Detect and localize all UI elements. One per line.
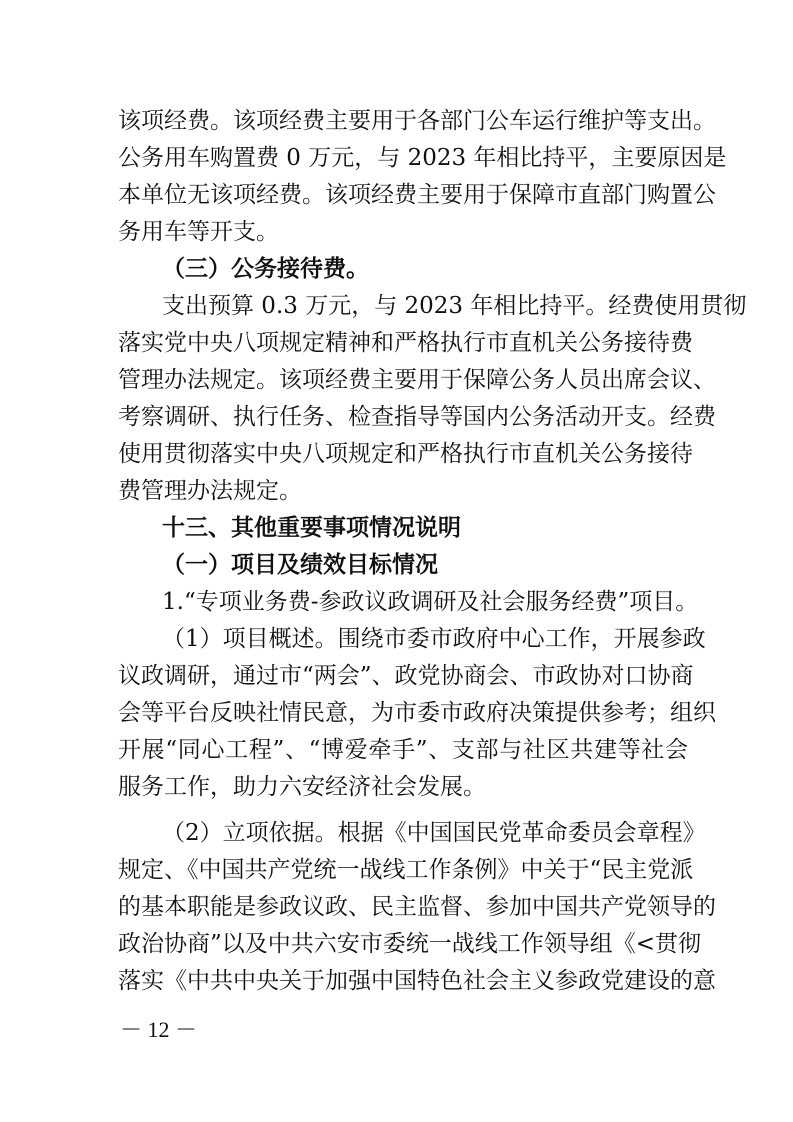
- paragraph-line: 考察调研、执行任务、检查指导等国内公务活动开支。经费: [118, 404, 716, 430]
- section-heading: （三）公务接待费。: [162, 256, 369, 282]
- section-heading: 十三、其他重要事项情况说明: [162, 515, 461, 541]
- paragraph-line: 开展“同心工程”、“博爱牵手”、支部与社区共建等社会: [118, 737, 688, 763]
- paragraph-line: 费管理办法规定。: [118, 478, 302, 504]
- paragraph-line: 管理办法规定。该项经费主要用于保障公务人员出席会议、: [118, 367, 716, 393]
- paragraph-line: （2）立项依据。根据《中国国民党革命委员会章程》: [162, 820, 706, 846]
- paragraph-line: 服务工作，助力六安经济社会发展。: [118, 774, 486, 800]
- project-title-line: 1.“专项业务费-参政议政调研及社会服务经费”项目。: [162, 589, 699, 615]
- paragraph-line: 本单位无该项经费。该项经费主要用于保障市直部门购置公: [118, 182, 716, 208]
- paragraph-line: 公务用车购置费 0 万元，与 2023 年相比持平，主要原因是: [118, 145, 727, 171]
- paragraph-line: 政治协商”以及中共六安市委统一战线工作领导组《<贯彻: [118, 931, 702, 957]
- paragraph-line: 落实党中央八项规定精神和严格执行市直机关公务接待费: [118, 330, 693, 356]
- page-number: － 12 －: [120, 1017, 198, 1042]
- subsection-heading: （一）项目及绩效目标情况: [162, 552, 438, 578]
- paragraph-line: 的基本职能是参政议政、民主监督、参加中国共产党领导的: [118, 894, 716, 920]
- paragraph-line: （1）项目概述。围绕市委市政府中心工作，开展参政: [162, 626, 706, 652]
- paragraph-line: 该项经费。该项经费主要用于各部门公车运行维护等支出。: [118, 108, 716, 134]
- paragraph-line: 会等平台反映社情民意，为市委市政府决策提供参考；组织: [118, 700, 716, 726]
- paragraph-line: 使用贯彻落实中央八项规定和严格执行市直机关公务接待: [118, 441, 693, 467]
- paragraph-line: 支出预算 0.3 万元，与 2023 年相比持平。经费使用贯彻: [162, 293, 747, 319]
- paragraph-line: 务用车等开支。: [118, 219, 279, 245]
- paragraph-line: 议政调研，通过市“两会”、政党协商会、市政协对口协商: [118, 663, 694, 689]
- paragraph-line: 落实《中共中央关于加强中国特色社会主义参政党建设的意: [118, 968, 716, 994]
- paragraph-line: 规定、《中国共产党统一战线工作条例》中关于“民主党派: [118, 857, 694, 883]
